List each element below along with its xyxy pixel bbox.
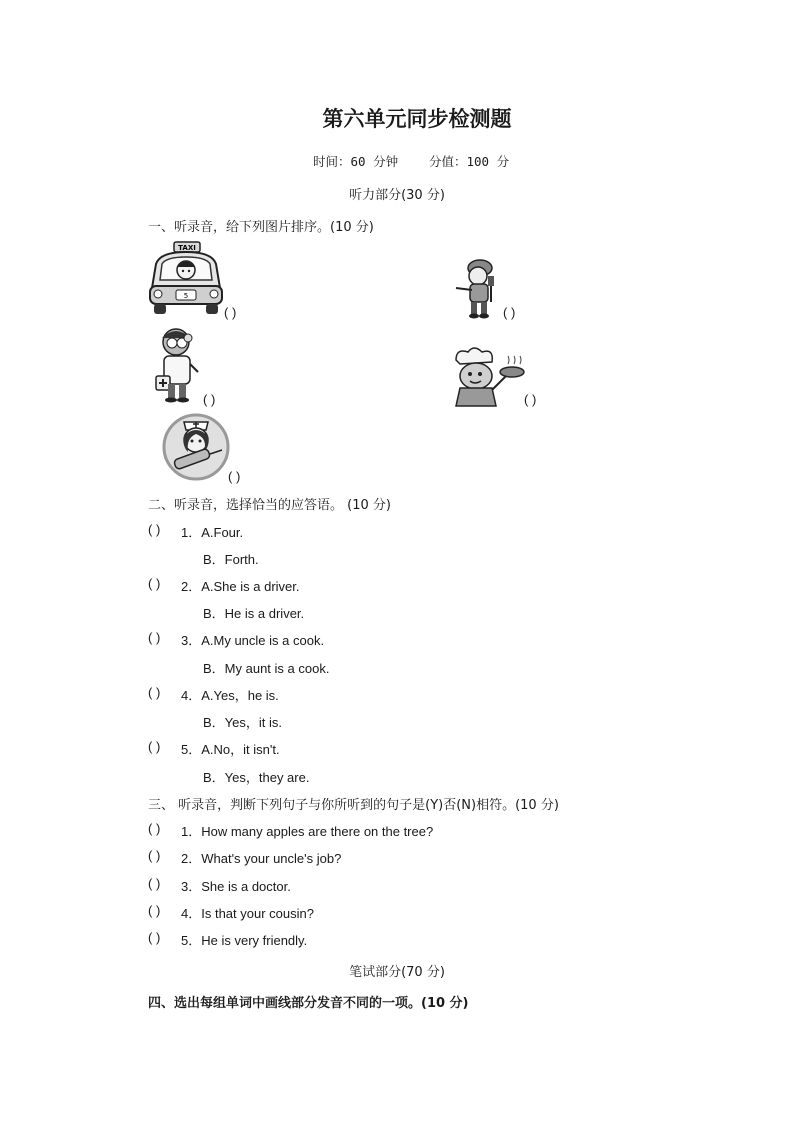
q2-2-paren[interactable]: ( ) <box>148 576 161 591</box>
section2-heading: 二、听录音，选择恰当的应答语。 (10 分) <box>148 498 391 513</box>
time-info: 时间：60 分钟 <box>313 154 399 169</box>
worker-icon <box>450 256 500 320</box>
taxi-number-text: 5 <box>183 292 189 300</box>
answer-blank-4[interactable]: ( ) <box>524 392 537 407</box>
q2-1-option-b: B．Forth. <box>203 552 259 567</box>
cook-icon <box>448 346 528 408</box>
q3-4-paren[interactable]: ( ) <box>148 903 161 918</box>
answer-blank-2[interactable]: ( ) <box>503 305 516 320</box>
taxi-driver-icon <box>146 240 226 318</box>
q2-5-paren[interactable]: ( ) <box>148 739 161 754</box>
q2-1-option-a: 1．A.Four. <box>181 525 244 540</box>
page-title: 第六单元同步检测题 <box>322 107 512 131</box>
q2-3-option-a: 3．A.My uncle is a cook. <box>181 633 325 648</box>
q2-1-paren[interactable]: ( ) <box>148 522 161 537</box>
q3-3-text: 3．She is a doctor. <box>181 879 291 894</box>
q2-4-option-a: 4．A.Yes，he is. <box>181 688 279 703</box>
q2-4-option-b: B．Yes，it is. <box>203 715 282 730</box>
q3-2-text: 2．What's your uncle's job? <box>181 851 342 866</box>
doctor-icon <box>150 326 204 404</box>
nurse-icon <box>160 412 232 482</box>
q3-5-paren[interactable]: ( ) <box>148 930 161 945</box>
q3-2-paren[interactable]: ( ) <box>148 848 161 863</box>
score-info: 分值：100 分 <box>429 154 510 169</box>
q3-4-text: 4．Is that your cousin? <box>181 906 314 921</box>
q2-3-paren[interactable]: ( ) <box>148 630 161 645</box>
q3-3-paren[interactable]: ( ) <box>148 876 161 891</box>
answer-blank-1[interactable]: ( ) <box>224 305 237 320</box>
writing-header: 笔试部分(70 分) <box>349 965 445 980</box>
q2-5-option-b: B．Yes，they are. <box>203 770 310 785</box>
q2-2-option-b: B．He is a driver. <box>203 606 305 621</box>
section1-heading: 一、听录音，给下列图片排序。(10 分) <box>148 220 374 235</box>
answer-blank-3[interactable]: ( ) <box>203 392 216 407</box>
q2-2-option-a: 2．A.She is a driver. <box>181 579 300 594</box>
q3-1-text: 1．How many apples are there on the tree? <box>181 824 434 839</box>
q2-5-option-a: 5．A.No，it isn't. <box>181 742 280 757</box>
section4-heading: 四、选出每组单词中画线部分发音不同的一项。(10 分) <box>148 996 469 1011</box>
q2-4-paren[interactable]: ( ) <box>148 685 161 700</box>
taxi-sign-text: TAXI <box>178 244 196 252</box>
listening-header: 听力部分(30 分) <box>349 188 445 203</box>
q2-3-option-b: B．My aunt is a cook. <box>203 661 330 676</box>
section3-heading: 三、 听录音，判断下列句子与你所听到的句子是(Y)否(N)相符。(10 分) <box>148 798 559 813</box>
answer-blank-5[interactable]: ( ) <box>228 469 241 484</box>
q3-5-text: 5．He is very friendly. <box>181 933 308 948</box>
q3-1-paren[interactable]: ( ) <box>148 821 161 836</box>
